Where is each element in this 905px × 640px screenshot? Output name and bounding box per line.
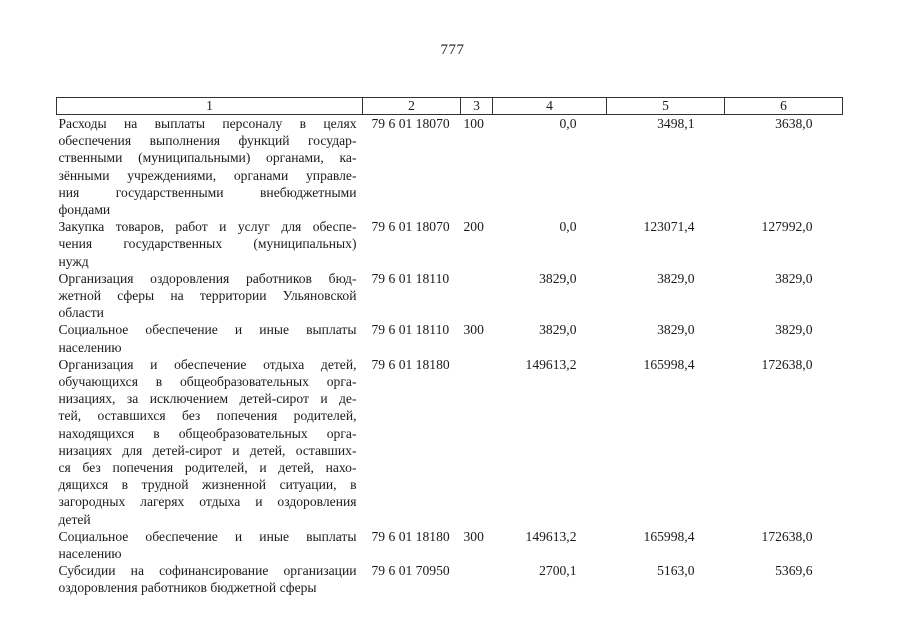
page-number: 777 — [440, 42, 465, 58]
row-value-col5: 3829,0 — [657, 322, 695, 338]
row-csr-code: 79 6 01 18070 — [371, 219, 450, 235]
row-name-line: Социальное обеспечение и иные выплаты — [58, 322, 357, 338]
row-name-line: жетной сферы на территории Ульяновской — [58, 288, 357, 304]
row-name-line: ния государственными внебюджетными — [58, 184, 357, 200]
row-name-line: Социальное обеспечение и иные выплаты — [58, 528, 357, 544]
row-value-col6: 3638,0 — [775, 116, 813, 131]
row-expense-type: 300 — [463, 322, 484, 338]
header-col-6: 6 — [725, 98, 843, 115]
row-name — [57, 115, 363, 219]
row-name-line: оздоровления работников бюджетной сферы — [58, 580, 317, 596]
row-name-line: области — [58, 305, 104, 321]
table-row — [57, 356, 843, 528]
row-value-col6: 5369,6 — [775, 563, 813, 579]
table-row — [57, 528, 843, 562]
table-row — [57, 562, 843, 596]
row-name — [57, 270, 363, 322]
row-value-col4: 3829,0 — [539, 270, 577, 286]
row-value-col5: 123071,4 — [643, 219, 695, 235]
row-name — [57, 321, 363, 355]
row-csr-code: 79 6 01 18180 — [371, 356, 450, 372]
row-value-col4: 149613,2 — [525, 528, 577, 544]
table-row — [57, 321, 843, 355]
row-name-line: обучающихся в общеобразовательных орга- — [58, 374, 357, 390]
row-csr-code: 79 6 01 18070 — [371, 116, 450, 131]
row-name-line: Расходы на выплаты персоналу в целях — [58, 116, 357, 131]
row-value-col6: 172638,0 — [761, 356, 813, 372]
row-name — [57, 356, 363, 528]
budget-table — [56, 97, 843, 597]
header-col-1: 1 — [57, 98, 363, 115]
header-col-5: 5 — [607, 98, 725, 115]
row-expense-type — [461, 356, 493, 528]
row-value-col4: 2700,1 — [539, 563, 577, 579]
row-value-col6: 172638,0 — [761, 528, 813, 544]
row-name-line: чения государственных (муниципальных) — [58, 236, 357, 252]
row-csr-code: 79 6 01 18110 — [371, 270, 450, 286]
row-name-line: тей, оставшихся без попечения родителей, — [58, 408, 357, 424]
header-col-3: 3 — [461, 98, 493, 115]
row-expense-type — [461, 270, 493, 322]
row-name-line: фондами — [58, 202, 111, 218]
row-name-line: зёнными учреждениями, органами управле- — [58, 167, 357, 183]
row-name-line: населению — [58, 546, 122, 562]
row-expense-type: 200 — [463, 219, 484, 235]
row-value-col4: 0,0 — [559, 219, 577, 235]
table-row — [57, 218, 843, 270]
table-header — [57, 98, 843, 115]
row-value-col5: 5163,0 — [657, 563, 695, 579]
row-value-col4: 3829,0 — [539, 322, 577, 338]
row-name-line: низациях для детей-сирот и детей, оставших- — [58, 442, 357, 458]
row-name — [57, 562, 363, 596]
row-name-line: детей — [58, 511, 91, 527]
row-expense-type — [461, 562, 493, 596]
row-value-col5: 3498,1 — [657, 116, 695, 131]
row-name-line: находящихся в общеобразовательных орга- — [58, 425, 357, 441]
row-value-col6: 3829,0 — [775, 322, 813, 338]
row-value-col4: 0,0 — [559, 116, 577, 131]
table-row — [57, 115, 843, 219]
row-name-line: низациях, за исключением детей-сирот и де- — [58, 391, 357, 407]
header-col-2: 2 — [363, 98, 461, 115]
table-body — [57, 115, 843, 597]
row-name — [57, 528, 363, 562]
row-value-col6: 127992,0 — [761, 219, 813, 235]
row-name-line: Организация и обеспечение отдыха детей, — [58, 356, 357, 372]
row-name-line: Организация оздоровления работников бюд- — [58, 270, 357, 286]
row-csr-code: 79 6 01 70950 — [371, 563, 450, 579]
row-name-line: ся без попечения родителей, и детей, нахо- — [58, 460, 357, 476]
row-name-line: населению — [58, 339, 122, 355]
row-value-col5: 165998,4 — [643, 528, 695, 544]
header-col-4: 4 — [493, 98, 607, 115]
row-name-line: Субсидии на софинансирование организации — [58, 563, 357, 579]
row-name-line: загородных лагерях отдыха и оздоровления — [58, 494, 357, 510]
row-csr-code: 79 6 01 18110 — [371, 322, 450, 338]
row-name-line: ственными (муниципальными) органами, ка- — [58, 150, 357, 166]
row-name-line: дящихся в трудной жизненной ситуации, в — [58, 477, 357, 493]
row-name-line: обеспечения выполнения функций государ- — [58, 133, 357, 149]
row-value-col5: 3829,0 — [657, 270, 695, 286]
row-expense-type: 300 — [463, 528, 484, 544]
row-name — [57, 218, 363, 270]
row-name-line: нужд — [58, 253, 89, 269]
row-value-col5: 165998,4 — [643, 356, 695, 372]
row-csr-code: 79 6 01 18180 — [371, 528, 450, 544]
row-name-line: Закупка товаров, работ и услуг для обеспе- — [58, 219, 357, 235]
row-value-col4: 149613,2 — [525, 356, 577, 372]
row-value-col6: 3829,0 — [775, 270, 813, 286]
row-expense-type: 100 — [463, 116, 484, 131]
table-row — [57, 270, 843, 322]
